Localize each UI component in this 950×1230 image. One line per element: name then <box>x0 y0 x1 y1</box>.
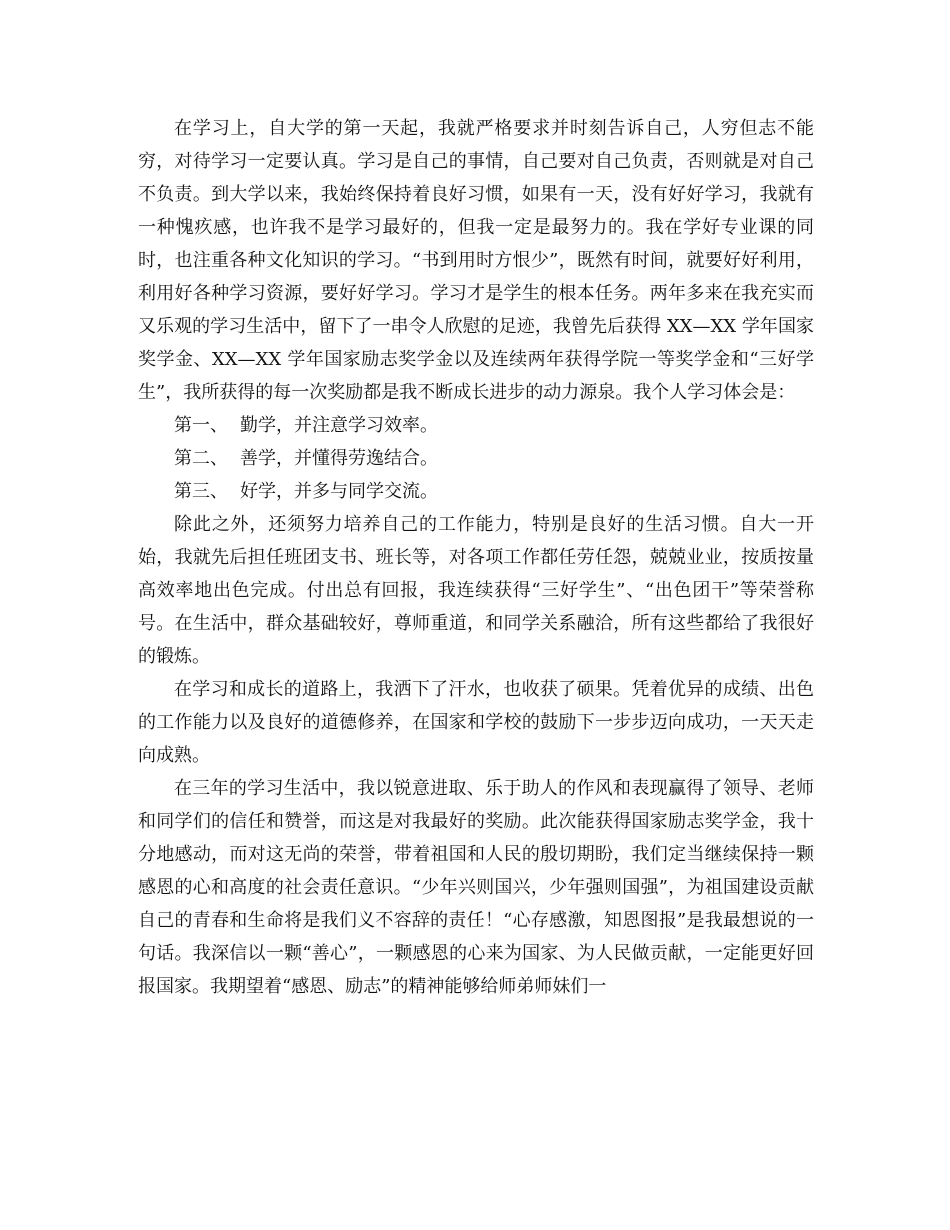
list-item <box>138 442 814 475</box>
list-item <box>138 409 814 442</box>
list-item-text: 善学，并懂得劳逸结合。 <box>240 448 438 469</box>
list-item-number: 第二、 <box>174 448 228 469</box>
paragraph-growth: 在学习和成长的道路上，我洒下了汗水，也收获了硕果。凭着优异的成绩、出色的工作能力以及良好的道德修养，在国家和学校的鼓励下一步步迈向成功，一天天走向成熟。 <box>138 679 814 766</box>
list-item-text: 勤学，并注意学习效率。 <box>240 415 438 436</box>
paragraph-study: 在学习上，自大学的第一天起，我就严格要求并时刻告诉自己，人穷但志不能穷，对待学习一定要认真。学习是自己的事情，自己要对自己负责，否则就是对自己不负责。到大学以来，我始终保持着良好习惯，如果有一天，没有好好学习，我就有一种愧疚感，也许我不是学习最好的，但我一定是最努力的。我在学好专业课的同时，也注重各种文化知识的学习。“书到用时方恨少”，既然有时间，就要好好利用，利用好各种学习资源，要好好学习。学习才是学生的根本任务。两年多来在我充实而又乐观的学习生活中，留下了一串令人欣慰的足迹，我曾先后获得 XX—XX 学年国家奖学金、XX—XX 学年国家励志奖学金以及连续两年获得学院一等奖学金和“三好学生”，我所获得的每一次奖励都是我不断成长进步的动力源泉。我个人学习体会是： <box>138 118 814 403</box>
paragraph-gratitude: 在三年的学习生活中，我以锐意进取、乐于助人的作风和表现赢得了领导、老师和同学们的信任和赞誉，而这是对我最好的奖励。此次能获得国家励志奖学金，我十分地感动，而对这无尚的荣誉，带着祖国和人民的殷切期盼，我们定当继续保持一颗感恩的心和高度的社会责任意识。“少年兴则国兴，少年强则国强”，为祖国建设贡献自己的青春和生命将是我们义不容辞的责任！“心存感激，知恩图报”是我最想说的一句话。我深信以一颗“善心”，一颗感恩的心来为国家、为人民做贡献，一定能更好回报国家。我期望着“感恩、励志”的精神能够给师弟师妹们一 <box>138 778 814 997</box>
list-item-text: 好学，并多与同学交流。 <box>240 481 438 502</box>
paragraph-work: 除此之外，还须努力培养自己的工作能力，特别是良好的生活习惯。自大一开始，我就先后担任班团支书、班长等，对各项工作都任劳任怨，兢兢业业，按质按量高效率地出色完成。付出总有回报，我连续获得“三好学生”、“出色团干”等荣誉称号。在生活中，群众基础较好，尊师重道，和同学关系融洽，所有这些都给了我很好的锻炼。 <box>138 514 814 667</box>
list-item-number: 第三、 <box>174 481 228 502</box>
list-item-number: 第一、 <box>174 415 228 436</box>
document-body <box>138 112 814 1003</box>
list-item <box>138 475 814 508</box>
